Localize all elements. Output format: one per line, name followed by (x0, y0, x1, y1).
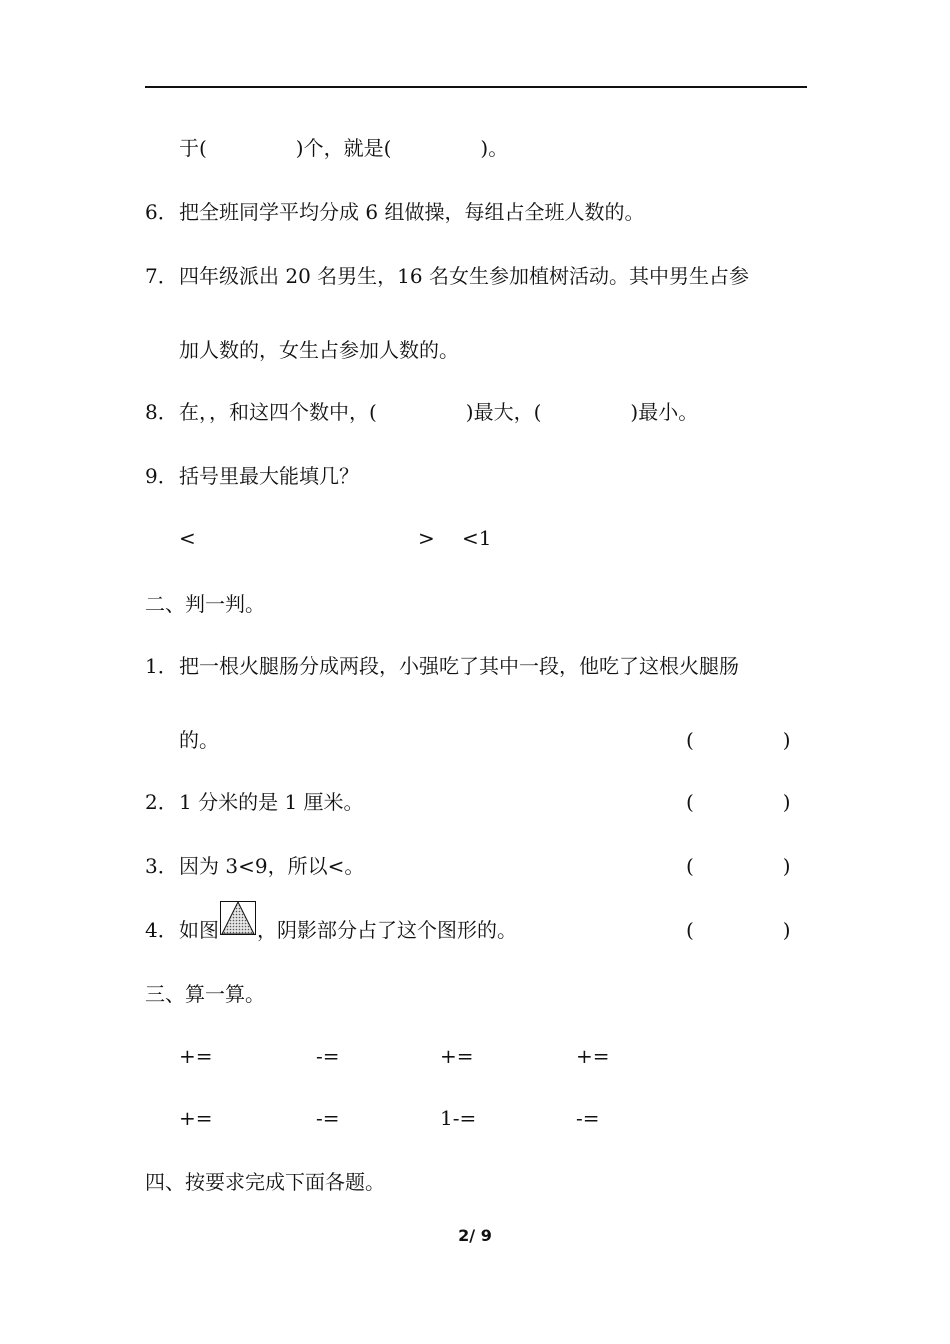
question-7-text-line2: 加人数的，女生占参加人数的。 (179, 338, 459, 362)
judge-1-answer-bracket[interactable]: ( ) (686, 728, 791, 752)
header-rule (145, 86, 807, 88)
shaded-triangle-figure (220, 901, 256, 935)
page-number: 2/ 9 (458, 1226, 492, 1245)
calc-row2-item2: -= (316, 1106, 340, 1130)
question-7-number: 7． (145, 264, 178, 288)
calc-row1-item1: += (179, 1044, 213, 1068)
judge-2-text: 1 分米的是 1 厘米。 (179, 790, 364, 814)
judge-4-answer-bracket[interactable]: ( ) (686, 918, 791, 942)
calc-row1-item3: += (440, 1044, 474, 1068)
judge-1-text-line2: 的。 (179, 728, 219, 752)
judge-3-text: 因为 3<9，所以<。 (179, 854, 365, 878)
question-9-less-than: < (179, 526, 196, 550)
judge-4-text: ，阴影部分占了这个图形的。 (257, 918, 517, 942)
section-4-heading: 四、按要求完成下面各题。 (145, 1170, 385, 1194)
question-6-text: 把全班同学平均分成 6 组做操，每组占全班人数的。 (179, 200, 645, 224)
question-7-text-line1: 四年级派出 20 名男生，16 名女生参加植树活动。其中男生占参 (179, 264, 749, 288)
question-8-number: 8． (145, 400, 178, 424)
calc-row2-item4: -= (576, 1106, 600, 1130)
question-6-number: 6． (145, 200, 178, 224)
question-9-greater-than: > (418, 526, 435, 550)
judge-1-text-line1: 把一根火腿肠分成两段，小强吃了其中一段，他吃了这根火腿肠 (179, 654, 739, 678)
judge-3-number: 3． (145, 854, 178, 878)
section-3-heading: 三、算一算。 (145, 982, 265, 1006)
calc-row1-item2: -= (316, 1044, 340, 1068)
judge-1-number: 1． (145, 654, 178, 678)
question-9-less-than-one: <1 (462, 526, 492, 550)
question-9-number: 9． (145, 464, 178, 488)
question-8-text: 在，，和这四个数中，( )最大，( )最小。 (179, 400, 699, 424)
calc-row2-item1: += (179, 1106, 213, 1130)
calc-row1-item4: += (576, 1044, 610, 1068)
calc-row2-item3: 1-= (440, 1106, 477, 1130)
question-5-continued: 于( )个，就是( )。 (179, 136, 509, 160)
judge-4-text-prefix: 如图 (179, 918, 219, 942)
section-2-heading: 二、判一判。 (145, 592, 265, 616)
judge-2-answer-bracket[interactable]: ( ) (686, 790, 791, 814)
judge-4-number: 4． (145, 918, 178, 942)
judge-2-number: 2． (145, 790, 178, 814)
judge-3-answer-bracket[interactable]: ( ) (686, 854, 791, 878)
question-9-text: 括号里最大能填几？ (179, 464, 359, 488)
